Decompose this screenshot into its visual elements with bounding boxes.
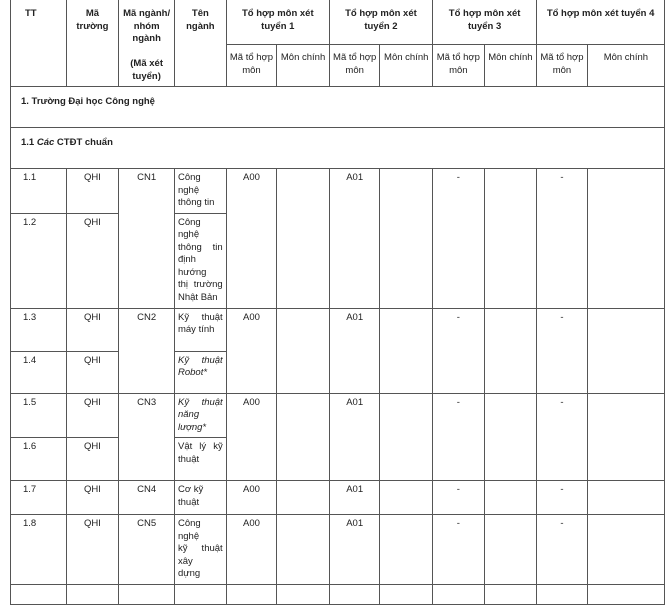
subheader-ma-to-hop-4: Mã tổ hợp môn (537, 45, 588, 87)
row-ten-nganh (174, 481, 226, 515)
ten-line: Robot* (177, 367, 208, 379)
row-truong: QHI (66, 438, 119, 481)
subheader-ma-to-hop-1: Mã tổ hợp môn (226, 45, 277, 87)
row-th2: A01 (329, 481, 380, 515)
row-tt: 1.4 (11, 351, 67, 393)
row-cell (433, 584, 485, 604)
row-cell (11, 584, 67, 604)
row-mc3 (484, 308, 537, 393)
header-ma-xet-tuyen: (Mã xét tuyển) (130, 58, 163, 82)
row-mc4 (587, 515, 664, 585)
row-th4: - (537, 515, 588, 585)
ten-line: Nhật Bản (177, 291, 218, 303)
row-ten-nganh (174, 351, 226, 393)
row-th4: - (537, 169, 588, 308)
ten-line: dựng (177, 568, 201, 580)
row-ten-nganh (174, 213, 226, 308)
row-cell (587, 584, 664, 604)
row-cell (329, 584, 380, 604)
row-th2: A01 (329, 515, 380, 585)
subsection-prefix: 1.1 (21, 137, 37, 149)
row-th1: A00 (226, 308, 277, 393)
university-title: 1. Trường Đại học Công nghệ (11, 87, 665, 128)
row-tt: 1.2 (11, 213, 67, 308)
row-mc1 (277, 393, 330, 481)
row-mc4 (587, 169, 664, 308)
row-cell (484, 584, 537, 604)
row-th1: A00 (226, 515, 277, 585)
row-mc1 (277, 481, 330, 515)
table-row (11, 393, 665, 438)
row-nganh: CN1 (119, 169, 175, 308)
row-mc1 (277, 308, 330, 393)
subheader-mon-chinh-1: Môn chính (277, 45, 330, 87)
row-th3: - (433, 481, 485, 515)
subsection-suffix: CTĐT chuẩn (54, 137, 113, 149)
row-mc4 (587, 308, 664, 393)
table-row (11, 481, 665, 515)
subheader-ma-to-hop-3: Mã tổ hợp môn (433, 45, 485, 87)
ten-line: Vật lý kỹ (177, 441, 223, 453)
ten-line: Kỹ thuật (177, 354, 223, 366)
ten-line: máy tính (177, 324, 215, 336)
subheader-mon-chinh-3: Môn chính (484, 45, 537, 87)
header-to-hop-2: Tổ hợp môn xét tuyển 2 (329, 0, 432, 45)
row-mc2 (380, 169, 433, 308)
row-mc2 (380, 481, 433, 515)
ten-line: Công nghệ (177, 172, 201, 196)
row-th1: A00 (226, 393, 277, 481)
row-th1: A00 (226, 169, 277, 308)
table-row (11, 515, 665, 585)
row-tt: 1.1 (11, 169, 67, 214)
header-to-hop-1: Tổ hợp môn xét tuyển 1 (226, 0, 329, 45)
row-mc4 (587, 481, 664, 515)
header-ma-nganh-label: Mã ngành/ nhóm ngành (123, 8, 171, 45)
row-truong: QHI (66, 351, 119, 393)
row-th2: A01 (329, 169, 380, 308)
row-nganh: CN3 (119, 393, 175, 481)
ten-line: Công nghệ (177, 518, 201, 542)
row-th4: - (537, 481, 588, 515)
row-ten-nganh (174, 393, 226, 438)
ten-line: thông tin (177, 241, 223, 253)
row-th3: - (433, 308, 485, 393)
row-th4: - (537, 308, 588, 393)
row-cell (226, 584, 277, 604)
header-to-hop-4: Tổ hợp môn xét tuyển 4 (537, 0, 665, 45)
row-mc3 (484, 481, 537, 515)
row-truong: QHI (66, 308, 119, 351)
row-cell (174, 584, 226, 604)
row-th4: - (537, 393, 588, 481)
row-mc2 (380, 515, 433, 585)
row-th3: - (433, 515, 485, 585)
row-th3: - (433, 393, 485, 481)
row-ten-nganh (174, 308, 226, 351)
row-mc3 (484, 515, 537, 585)
ten-line: định hướng (177, 254, 207, 278)
subheader-mon-chinh-4: Môn chính (587, 45, 664, 87)
row-truong: QHI (66, 393, 119, 438)
row-mc1 (277, 515, 330, 585)
ten-line: Cơ kỹ thuật (177, 484, 204, 508)
subsection-italic: Các (36, 137, 55, 149)
ten-line: năng lượng* (177, 409, 207, 433)
ten-line: thị trường (177, 279, 223, 291)
ten-line: Công nghệ (177, 216, 201, 241)
row-ten-nganh (174, 438, 226, 481)
header-tt: TT (11, 0, 67, 87)
row-ten-nganh (174, 169, 226, 214)
subheader-ma-to-hop-2: Mã tổ hợp môn (329, 45, 380, 87)
header-row (11, 0, 665, 45)
row-truong: QHI (66, 213, 119, 308)
row-cell (380, 584, 433, 604)
row-th3: - (433, 169, 485, 308)
row-tt: 1.7 (11, 481, 67, 515)
row-cell (537, 584, 588, 604)
row-nganh: CN2 (119, 308, 175, 393)
row-truong: QHI (66, 169, 119, 214)
table-row-partial (11, 584, 665, 604)
row-tt: 1.6 (11, 438, 67, 481)
ten-line: thuật (177, 453, 200, 465)
admission-table (10, 0, 665, 605)
ten-line: thông tin (177, 197, 215, 209)
section-row (11, 87, 665, 128)
row-nganh: CN4 (119, 481, 175, 515)
row-cell (277, 584, 330, 604)
ten-line: Kỹ thuật (177, 396, 223, 408)
row-tt: 1.5 (11, 393, 67, 438)
header-ma-nganh (119, 0, 175, 87)
row-mc3 (484, 393, 537, 481)
ten-line: Kỹ thuật (177, 311, 223, 323)
table-row (11, 308, 665, 351)
row-th2: A01 (329, 308, 380, 393)
row-cell (66, 584, 119, 604)
row-cell (119, 584, 175, 604)
row-mc1 (277, 169, 330, 308)
header-ten-nganh: Tên ngành (174, 0, 226, 87)
row-nganh: CN5 (119, 515, 175, 585)
ten-line: kỹ thuật xây (177, 543, 223, 567)
row-mc4 (587, 393, 664, 481)
row-tt: 1.8 (11, 515, 67, 585)
row-truong: QHI (66, 515, 119, 585)
row-mc3 (484, 169, 537, 308)
row-th2: A01 (329, 393, 380, 481)
row-truong: QHI (66, 481, 119, 515)
subsection-title (11, 128, 665, 169)
row-ten-nganh (174, 515, 226, 585)
subheader-mon-chinh-2: Môn chính (380, 45, 433, 87)
subsection-row (11, 128, 665, 169)
row-tt: 1.3 (11, 308, 67, 351)
row-mc2 (380, 393, 433, 481)
table-row (11, 169, 665, 214)
header-ma-truong: Mã trường (66, 0, 119, 87)
row-mc2 (380, 308, 433, 393)
row-th1: A00 (226, 481, 277, 515)
header-to-hop-3: Tổ hợp môn xét tuyển 3 (433, 0, 537, 45)
